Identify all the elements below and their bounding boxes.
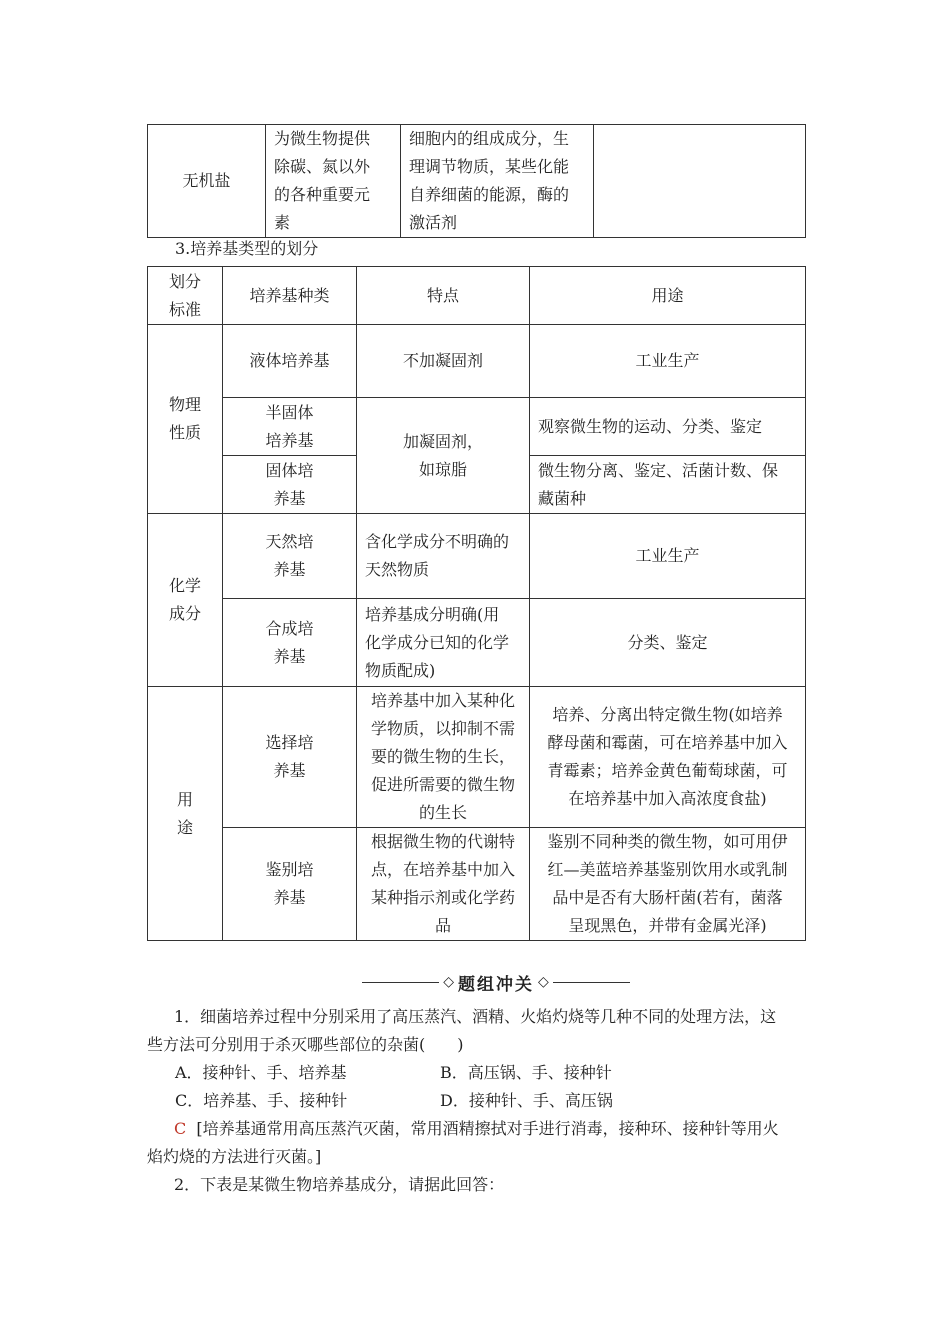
text-line: 半固体 (265, 402, 314, 422)
text-line: 物理 (168, 395, 201, 414)
question-1-stem (147, 1003, 819, 1059)
diamond-icon: ◇ (443, 974, 454, 990)
type-cell (223, 828, 357, 941)
text-line: 细胞内的组成成分，生 (409, 129, 570, 148)
table-row (148, 828, 806, 941)
text-line: 工业生产 (635, 351, 700, 370)
option-c: C．培养基、手、接种针 (175, 1091, 348, 1110)
text-line: 理调节物质，某些化能 (409, 157, 570, 176)
text-line: 合成培 (265, 618, 314, 638)
option-d: D．接种针、手、高压锅 (440, 1091, 613, 1110)
type-cell (223, 398, 357, 456)
group-use (148, 687, 223, 941)
medium-type-table (147, 266, 806, 941)
use-cell (530, 325, 806, 398)
text-line: 红—美蓝培养基鉴别饮用水或乳制 (547, 860, 788, 879)
exercise-banner (362, 967, 630, 997)
banner-title: 题组冲关 (458, 974, 534, 995)
text-line: 养基 (273, 888, 306, 907)
text-line: 培养、分离出特定微生物(如培养 (552, 705, 783, 724)
table-row (148, 599, 806, 687)
nutrient-function-cell (266, 125, 401, 238)
use-cell (530, 599, 806, 687)
text-line: 促进所需要的微生物 (370, 775, 515, 794)
text-line: 的生长 (418, 803, 467, 822)
type-cell (223, 514, 357, 599)
text-line: 焰灼烧的方法进行灭菌。] (147, 1147, 322, 1166)
use-cell (530, 398, 806, 456)
text-line: 青霉素；培养金黄色葡萄球菌，可 (547, 761, 788, 780)
use-cell (530, 514, 806, 599)
text-line: 培养基中加入某种化 (370, 691, 515, 710)
text-line: 在培养基中加入高浓度食盐) (568, 789, 767, 808)
diamond-icon: ◇ (538, 974, 549, 990)
text-line: 除碳、氮以外 (274, 157, 371, 176)
text-line: 标准 (168, 299, 201, 319)
text-line: 激活剂 (409, 213, 458, 232)
text-line: 液体培养基 (249, 351, 330, 370)
text-line: 品 (434, 916, 451, 935)
use-cell (530, 828, 806, 941)
use-cell (530, 456, 806, 514)
text-line: 藏菌种 (538, 488, 587, 508)
feature-cell (357, 828, 530, 941)
text-line: 根据微生物的代谢特 (370, 832, 515, 851)
text-line: 为微生物提供 (274, 129, 371, 148)
empty-cell (594, 125, 806, 238)
text-line: 如琼脂 (418, 459, 467, 479)
type-cell (223, 456, 357, 514)
text-line: 些方法可分别用于杀灭哪些部位的杂菌( ) (147, 1035, 464, 1054)
feature-cell (357, 599, 530, 687)
text-line: 用 (176, 789, 193, 809)
text-line: 点，在培养基中加入 (370, 860, 515, 879)
divider (362, 982, 439, 983)
explanation-text: [培养基通常用高压蒸汽灭菌，常用酒精擦拭对手进行消毒，接种环、接种针等用火 (196, 1119, 779, 1138)
text-line: 培养基成分明确(用 (365, 604, 500, 624)
text-line: 工业生产 (635, 546, 700, 565)
text-line: 微生物分离、鉴定、活菌计数、保 (538, 460, 779, 480)
text-line: 物质配成) (365, 660, 436, 680)
question-2-stem (147, 1171, 819, 1199)
text-line: 观察微生物的运动、分类、鉴定 (538, 416, 763, 436)
text-line: 性质 (168, 423, 201, 442)
group-chemical (148, 514, 223, 687)
text-line: 不加凝固剂 (402, 351, 483, 370)
table-row (148, 687, 806, 828)
header-use: 用途 (530, 267, 806, 325)
feature-cell (357, 687, 530, 828)
text-line: 养基 (273, 646, 306, 666)
type-cell (223, 687, 357, 828)
text-line: 学物质，以抑制不需 (370, 719, 515, 738)
table-row (148, 398, 806, 456)
table-row (148, 325, 806, 398)
text-line: 加凝固剂， (402, 431, 483, 451)
nutrient-name-cell (148, 125, 266, 238)
type-cell (223, 599, 357, 687)
text-line: 呈现黑色，并带有金属光泽) (568, 916, 767, 935)
text-line: 养基 (273, 560, 306, 579)
text-line: 自养细菌的能源，酶的 (409, 185, 570, 204)
text-line: 1．细菌培养过程中分别采用了高压蒸汽、酒精、火焰灼烧等几种不同的处理方法，这 (174, 1007, 777, 1026)
text-line: 固体培 (265, 460, 314, 480)
text-line: 某种指示剂或化学药 (370, 888, 515, 907)
text-line: 天然培 (265, 532, 314, 551)
text-line: 培养基 (265, 430, 314, 450)
text-line: 素 (274, 213, 291, 232)
text-line: 品中是否有大肠杆菌(若有，菌落 (552, 888, 783, 907)
text-line: 养基 (273, 761, 306, 780)
nutrient-role-cell (401, 125, 594, 238)
header-feature: 特点 (357, 267, 530, 325)
text-line: 鉴别培 (265, 860, 314, 879)
table-row (148, 514, 806, 599)
feature-cell (357, 325, 530, 398)
text-line: 酵母菌和霉菌，可在培养基中加入 (547, 733, 788, 752)
feature-cell (357, 398, 530, 514)
text-line: 要的微生物的生长， (370, 747, 515, 766)
inorganic-salt-table (147, 124, 806, 238)
text-line (147, 1115, 819, 1143)
text-line: 选择培 (265, 733, 314, 752)
section-heading: 3.培养基类型的划分 (175, 239, 319, 258)
text-line: 的各种重要元 (274, 185, 371, 204)
feature-cell (357, 514, 530, 599)
text-line: 分类、鉴定 (627, 632, 708, 652)
nutrient-name: 无机盐 (182, 171, 231, 190)
group-physical (148, 325, 223, 514)
header-criterion (148, 267, 223, 325)
question-1-explanation (147, 1115, 819, 1171)
text-line: 养基 (273, 488, 306, 508)
header-type: 培养基种类 (223, 267, 357, 325)
answer-letter: C (174, 1119, 187, 1138)
type-cell (223, 325, 357, 398)
option-b: B．高压锅、手、接种针 (440, 1063, 612, 1082)
text-line: 化学 (168, 576, 201, 595)
divider (553, 982, 630, 983)
option-a: A．接种针、手、培养基 (175, 1063, 347, 1082)
text-line: 鉴别不同种类的微生物，如可用伊 (547, 832, 788, 851)
text-line: 天然物质 (365, 560, 430, 579)
text-line: 化学成分已知的化学 (365, 632, 510, 652)
text-line: 途 (176, 817, 193, 837)
use-cell (530, 687, 806, 828)
header-row (148, 267, 806, 325)
text-line: 2．下表是某微生物培养基成分，请据此回答： (174, 1175, 505, 1194)
text-line: 成分 (168, 604, 201, 623)
text-line: 划分 (168, 271, 201, 291)
text-line: 含化学成分不明确的 (365, 532, 510, 551)
